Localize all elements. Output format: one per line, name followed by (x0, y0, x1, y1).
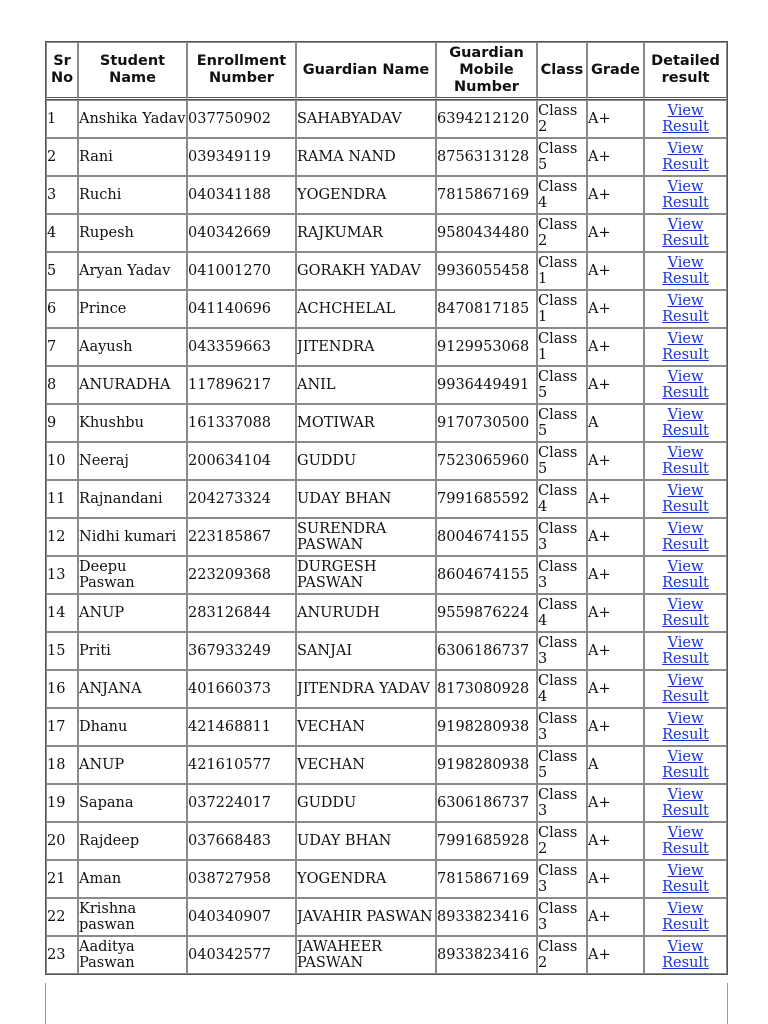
cell-sr-no: 4 (46, 214, 78, 252)
view-result-link[interactable]: View Result (662, 331, 709, 363)
cell-student-name: Priti (78, 632, 187, 670)
view-result-link[interactable]: View Result (662, 939, 709, 971)
cell-class: Class 3 (537, 518, 587, 556)
cell-enrollment-number: 038727958 (187, 860, 296, 898)
cell-detailed-result (644, 784, 727, 822)
cell-class: Class 5 (537, 442, 587, 480)
cell-grade: A+ (587, 366, 644, 404)
cell-grade: A+ (587, 860, 644, 898)
cell-sr-no: 20 (46, 822, 78, 860)
cell-guardian-mobile: 6306186737 (436, 784, 537, 822)
cell-class: Class 3 (537, 556, 587, 594)
cell-guardian-mobile: 9936449491 (436, 366, 537, 404)
cell-class: Class 3 (537, 708, 587, 746)
cell-enrollment-number: 367933249 (187, 632, 296, 670)
cell-detailed-result (644, 746, 727, 784)
cell-student-name: Rupesh (78, 214, 187, 252)
cell-class: Class 3 (537, 784, 587, 822)
cell-grade: A+ (587, 670, 644, 708)
cell-grade: A+ (587, 214, 644, 252)
cell-guardian-name: JITENDRA YADAV (296, 670, 436, 708)
table-row (46, 480, 727, 518)
cell-detailed-result (644, 670, 727, 708)
cell-class: Class 2 (537, 100, 587, 138)
cell-detailed-result (644, 822, 727, 860)
cell-class: Class 5 (537, 746, 587, 784)
table-row (46, 822, 727, 860)
cell-guardian-mobile: 8470817185 (436, 290, 537, 328)
table-row (46, 556, 727, 594)
header-row (46, 42, 727, 100)
view-result-link[interactable]: View Result (662, 635, 709, 667)
view-result-link[interactable]: View Result (662, 103, 709, 135)
cell-student-name: Aayush (78, 328, 187, 366)
cell-guardian-mobile: 7815867169 (436, 860, 537, 898)
view-result-link[interactable]: View Result (662, 597, 709, 629)
view-result-link[interactable]: View Result (662, 559, 709, 591)
cell-detailed-result (644, 936, 727, 974)
cell-guardian-name: YOGENDRA (296, 860, 436, 898)
table-header (46, 42, 727, 100)
cell-sr-no: 3 (46, 176, 78, 214)
cell-guardian-mobile: 8933823416 (436, 936, 537, 974)
cell-sr-no: 9 (46, 404, 78, 442)
cell-guardian-mobile: 7991685592 (436, 480, 537, 518)
view-result-link[interactable]: View Result (662, 787, 709, 819)
cell-guardian-name: ACHCHELAL (296, 290, 436, 328)
view-result-link[interactable]: View Result (662, 521, 709, 553)
cell-guardian-mobile: 6394212120 (436, 100, 537, 138)
cell-grade: A+ (587, 784, 644, 822)
cell-enrollment-number: 037668483 (187, 822, 296, 860)
cell-student-name: Rajnandani (78, 480, 187, 518)
cell-student-name: Prince (78, 290, 187, 328)
cell-sr-no: 14 (46, 594, 78, 632)
cell-class: Class 2 (537, 936, 587, 974)
cell-sr-no: 19 (46, 784, 78, 822)
cell-class: Class 3 (537, 898, 587, 936)
table-row (46, 100, 727, 138)
cell-detailed-result (644, 176, 727, 214)
table-row (46, 404, 727, 442)
cell-sr-no: 8 (46, 366, 78, 404)
table-row (46, 252, 727, 290)
cell-sr-no: 2 (46, 138, 78, 176)
header-grade: Grade (587, 42, 644, 100)
header-enrollment-number: Enrollment Number (187, 42, 296, 100)
cell-grade: A (587, 746, 644, 784)
cell-class: Class 2 (537, 822, 587, 860)
cell-student-name: ANURADHA (78, 366, 187, 404)
cell-guardian-name: GUDDU (296, 784, 436, 822)
view-result-link[interactable]: View Result (662, 255, 709, 287)
cell-guardian-name: SANJAI (296, 632, 436, 670)
cell-grade: A+ (587, 480, 644, 518)
cell-sr-no: 18 (46, 746, 78, 784)
cell-student-name: Aaditya Paswan (78, 936, 187, 974)
cell-guardian-name: JITENDRA (296, 328, 436, 366)
cell-enrollment-number: 040342669 (187, 214, 296, 252)
table-row (46, 328, 727, 366)
cell-grade: A+ (587, 898, 644, 936)
cell-sr-no: 17 (46, 708, 78, 746)
cell-sr-no: 11 (46, 480, 78, 518)
cell-detailed-result (644, 556, 727, 594)
cell-sr-no: 21 (46, 860, 78, 898)
cell-enrollment-number: 421610577 (187, 746, 296, 784)
cell-detailed-result (644, 290, 727, 328)
cell-guardian-mobile: 9936055458 (436, 252, 537, 290)
cell-detailed-result (644, 252, 727, 290)
cell-enrollment-number: 223185867 (187, 518, 296, 556)
cell-student-name: Aman (78, 860, 187, 898)
table-row (46, 708, 727, 746)
table-row (46, 746, 727, 784)
cell-sr-no: 1 (46, 100, 78, 138)
table-row (46, 670, 727, 708)
cell-student-name: Khushbu (78, 404, 187, 442)
cell-detailed-result (644, 480, 727, 518)
results-sheet (45, 41, 726, 975)
cell-grade: A+ (587, 936, 644, 974)
student-results-table (45, 41, 728, 975)
cell-guardian-name: YOGENDRA (296, 176, 436, 214)
cell-grade: A+ (587, 594, 644, 632)
view-result-link[interactable]: View Result (662, 179, 709, 211)
cell-enrollment-number: 200634104 (187, 442, 296, 480)
cell-sr-no: 5 (46, 252, 78, 290)
header-detailed-result: Detailed result (644, 42, 727, 100)
cell-grade: A+ (587, 556, 644, 594)
table-row (46, 214, 727, 252)
view-result-link[interactable]: View Result (662, 407, 709, 439)
cell-guardian-mobile: 7523065960 (436, 442, 537, 480)
cell-student-name: Krishna paswan (78, 898, 187, 936)
cell-guardian-name: GORAKH YADAV (296, 252, 436, 290)
cell-student-name: Neeraj (78, 442, 187, 480)
cell-guardian-mobile: 8173080928 (436, 670, 537, 708)
header-student-name: Student Name (78, 42, 187, 100)
cell-student-name: Deepu Paswan (78, 556, 187, 594)
cell-guardian-name: UDAY BHAN (296, 480, 436, 518)
cell-class: Class 1 (537, 328, 587, 366)
view-result-link[interactable]: View Result (662, 141, 709, 173)
cell-guardian-mobile: 9170730500 (436, 404, 537, 442)
cell-enrollment-number: 043359663 (187, 328, 296, 366)
cell-class: Class 5 (537, 404, 587, 442)
cell-guardian-mobile: 9129953068 (436, 328, 537, 366)
cell-student-name: ANUP (78, 746, 187, 784)
cell-class: Class 2 (537, 214, 587, 252)
cell-enrollment-number: 401660373 (187, 670, 296, 708)
cell-guardian-mobile: 9198280938 (436, 708, 537, 746)
table-body (46, 100, 727, 974)
cell-detailed-result (644, 442, 727, 480)
cell-class: Class 5 (537, 366, 587, 404)
cell-grade: A+ (587, 328, 644, 366)
cell-sr-no: 12 (46, 518, 78, 556)
cell-sr-no: 7 (46, 328, 78, 366)
cell-class: Class 1 (537, 252, 587, 290)
cell-detailed-result (644, 138, 727, 176)
cell-sr-no: 13 (46, 556, 78, 594)
cell-enrollment-number: 039349119 (187, 138, 296, 176)
cell-enrollment-number: 037750902 (187, 100, 296, 138)
cell-guardian-name: VECHAN (296, 708, 436, 746)
cell-student-name: ANJANA (78, 670, 187, 708)
cell-detailed-result (644, 366, 727, 404)
cell-guardian-name: MOTIWAR (296, 404, 436, 442)
cell-guardian-name: JAWAHEER PASWAN (296, 936, 436, 974)
cell-guardian-mobile: 7991685928 (436, 822, 537, 860)
view-result-link[interactable]: View Result (662, 749, 709, 781)
header-guardian-name: Guardian Name (296, 42, 436, 100)
header-guardian-mobile: Guardian Mobile Number (436, 42, 537, 100)
cell-enrollment-number: 040341188 (187, 176, 296, 214)
table-row (46, 936, 727, 974)
cell-enrollment-number: 041140696 (187, 290, 296, 328)
table-row (46, 860, 727, 898)
view-result-link[interactable]: View Result (662, 217, 709, 249)
cell-guardian-mobile: 8004674155 (436, 518, 537, 556)
table-row (46, 898, 727, 936)
cell-guardian-name: SAHABYADAV (296, 100, 436, 138)
cell-detailed-result (644, 214, 727, 252)
cell-sr-no: 6 (46, 290, 78, 328)
cell-guardian-name: RAMA NAND (296, 138, 436, 176)
cell-enrollment-number: 283126844 (187, 594, 296, 632)
cell-student-name: Dhanu (78, 708, 187, 746)
cell-enrollment-number: 037224017 (187, 784, 296, 822)
cell-guardian-name: ANURUDH (296, 594, 436, 632)
cell-guardian-mobile: 6306186737 (436, 632, 537, 670)
table-row (46, 176, 727, 214)
cell-class: Class 4 (537, 176, 587, 214)
cell-detailed-result (644, 594, 727, 632)
cell-enrollment-number: 041001270 (187, 252, 296, 290)
cell-enrollment-number: 040340907 (187, 898, 296, 936)
cell-guardian-name: RAJKUMAR (296, 214, 436, 252)
cell-enrollment-number: 040342577 (187, 936, 296, 974)
cell-sr-no: 10 (46, 442, 78, 480)
table-continuation (45, 983, 728, 1024)
cell-student-name: Ruchi (78, 176, 187, 214)
cell-student-name: Aryan Yadav (78, 252, 187, 290)
cell-grade: A+ (587, 632, 644, 670)
cell-guardian-mobile: 7815867169 (436, 176, 537, 214)
cell-guardian-name: UDAY BHAN (296, 822, 436, 860)
table-row (46, 366, 727, 404)
cell-enrollment-number: 204273324 (187, 480, 296, 518)
view-result-link[interactable]: View Result (662, 293, 709, 325)
cell-student-name: Rajdeep (78, 822, 187, 860)
cell-enrollment-number: 117896217 (187, 366, 296, 404)
view-result-link[interactable]: View Result (662, 825, 709, 857)
cell-grade: A+ (587, 176, 644, 214)
header-class: Class (537, 42, 587, 100)
cell-sr-no: 16 (46, 670, 78, 708)
cell-grade: A+ (587, 822, 644, 860)
cell-grade: A+ (587, 290, 644, 328)
cell-enrollment-number: 223209368 (187, 556, 296, 594)
view-result-link[interactable]: View Result (662, 711, 709, 743)
table-row (46, 594, 727, 632)
cell-class: Class 4 (537, 480, 587, 518)
cell-student-name: Nidhi kumari (78, 518, 187, 556)
cell-grade: A+ (587, 252, 644, 290)
cell-class: Class 3 (537, 860, 587, 898)
header-sr-no: Sr No (46, 42, 78, 100)
cell-student-name: Rani (78, 138, 187, 176)
view-result-link[interactable]: View Result (662, 445, 709, 477)
table-row (46, 290, 727, 328)
cell-detailed-result (644, 708, 727, 746)
cell-detailed-result (644, 100, 727, 138)
cell-detailed-result (644, 860, 727, 898)
cell-guardian-name: GUDDU (296, 442, 436, 480)
view-result-link[interactable]: View Result (662, 673, 709, 705)
cell-guardian-name: VECHAN (296, 746, 436, 784)
table-row (46, 632, 727, 670)
cell-guardian-name: SURENDRA PASWAN (296, 518, 436, 556)
cell-detailed-result (644, 328, 727, 366)
cell-enrollment-number: 421468811 (187, 708, 296, 746)
cell-sr-no: 23 (46, 936, 78, 974)
cell-detailed-result (644, 632, 727, 670)
cell-class: Class 1 (537, 290, 587, 328)
cell-grade: A+ (587, 138, 644, 176)
cell-class: Class 4 (537, 670, 587, 708)
cell-sr-no: 22 (46, 898, 78, 936)
cell-detailed-result (644, 404, 727, 442)
cell-guardian-name: JAVAHIR PASWAN (296, 898, 436, 936)
cell-guardian-name: DURGESH PASWAN (296, 556, 436, 594)
cell-grade: A (587, 404, 644, 442)
cell-class: Class 4 (537, 594, 587, 632)
cell-detailed-result (644, 518, 727, 556)
table-row (46, 442, 727, 480)
table-row (46, 784, 727, 822)
cell-student-name: ANUP (78, 594, 187, 632)
cell-guardian-mobile: 9580434480 (436, 214, 537, 252)
table-row (46, 138, 727, 176)
view-result-link[interactable]: View Result (662, 483, 709, 515)
cell-grade: A+ (587, 442, 644, 480)
cell-class: Class 5 (537, 138, 587, 176)
cell-guardian-mobile: 9198280938 (436, 746, 537, 784)
cell-grade: A+ (587, 100, 644, 138)
cell-guardian-mobile: 8756313128 (436, 138, 537, 176)
view-result-link[interactable]: View Result (662, 863, 709, 895)
cell-student-name: Anshika Yadav (78, 100, 187, 138)
cell-class: Class 3 (537, 632, 587, 670)
cell-student-name: Sapana (78, 784, 187, 822)
cell-guardian-name: ANIL (296, 366, 436, 404)
table-row (46, 518, 727, 556)
cell-sr-no: 15 (46, 632, 78, 670)
view-result-link[interactable]: View Result (662, 901, 709, 933)
cell-guardian-mobile: 8933823416 (436, 898, 537, 936)
cell-guardian-mobile: 8604674155 (436, 556, 537, 594)
cell-detailed-result (644, 898, 727, 936)
cell-enrollment-number: 161337088 (187, 404, 296, 442)
cell-grade: A+ (587, 708, 644, 746)
cell-guardian-mobile: 9559876224 (436, 594, 537, 632)
cell-grade: A+ (587, 518, 644, 556)
view-result-link[interactable]: View Result (662, 369, 709, 401)
